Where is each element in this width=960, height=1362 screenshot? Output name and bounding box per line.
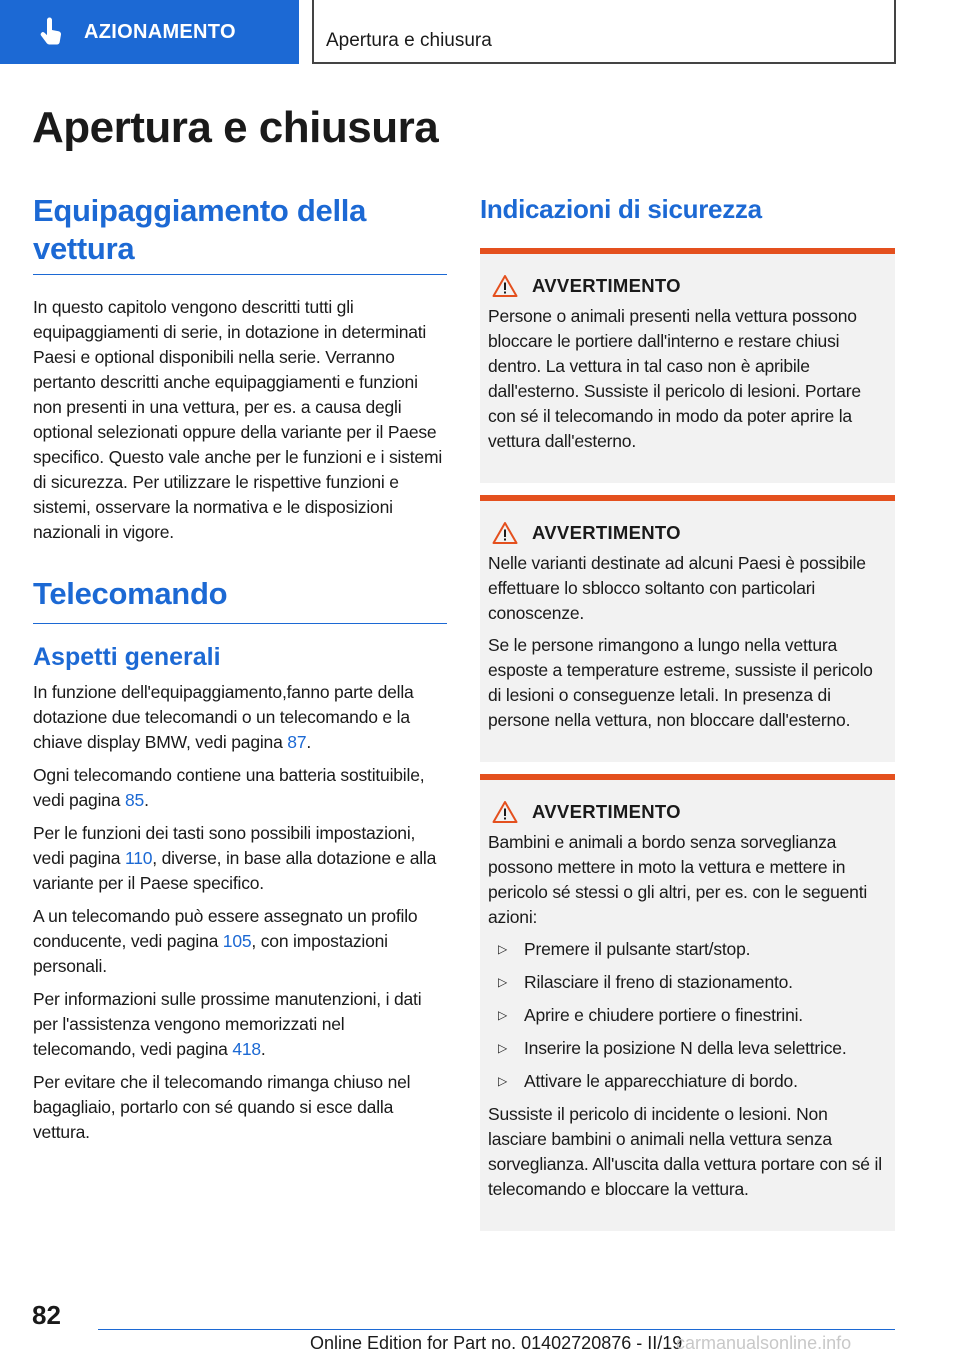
- bullet-triangle-icon: ▷: [498, 975, 508, 989]
- warning-text: Sussiste il pericolo di incidente o lesioni. Non lasciare bambini o animali nella vettura senza sorveglianza. All'uscita dalla vettura portare con sé il telecomando e bloccare la vettura.: [488, 1104, 882, 1199]
- list-item: ▷ Rilasciare il freno di stazionamento.: [488, 970, 887, 995]
- warning-box-2: [480, 495, 895, 762]
- warning-box-1: [480, 248, 895, 483]
- page-link-85[interactable]: 85: [124, 790, 145, 810]
- equip-text: In questo capitolo vengono descritti tutti gli equipaggiamenti di serie, in dotazione in determinati Paesi e optional disponibili nella serie. Verranno pertanto descritti anche equipaggiamenti e funzioni non presenti in una vettura, per es. a causa degli optional selezionati oppure della variante per il Paese specifico. Questo vale anche per le funzioni e i sistemi di sicurezza. Per utilizzare le rispettive funzioni e sistemi, osservare la normativa e le disposizioni nazionali in vigore.: [33, 297, 443, 542]
- warning-title: AVVERTIMENTO: [532, 275, 681, 296]
- warning-header: [488, 800, 887, 824]
- paragraph: Per informazioni sulle prossime manutenzioni, i dati per l'assistenza vengono memorizzati nel telecomando, vedi pagina 418.: [33, 989, 422, 1059]
- watermark-text: carmanualsonline.info: [676, 1333, 852, 1353]
- warning-triangle-icon: [492, 274, 518, 298]
- heading-rule: [33, 623, 447, 624]
- heading-sicurezza: Indicazioni di sicurezza: [480, 194, 762, 224]
- aspetti-body: [33, 680, 447, 1145]
- heading-telecomando: Telecomando: [33, 576, 228, 611]
- warning-text: Se le persone rimangono a lungo nella vettura esposte a temperature estreme, sussiste il pericolo di lesioni o conseguenze letali. In presenza di persone nella vettura, non bloccare dall'esterno.: [488, 635, 873, 730]
- section-label: AZIONAMENTO: [84, 20, 236, 43]
- edition-text: Online Edition for Part no. 01402720876 - II/19: [310, 1333, 683, 1353]
- paragraph: Per evitare che il telecomando rimanga chiuso nel bagagliaio, portarlo con sé quando si esce dalla vettura.: [33, 1072, 411, 1142]
- heading-equipaggiamento: Equipaggiamento della vettura: [33, 193, 367, 266]
- page-title: Apertura e chiusura: [32, 103, 439, 152]
- right-column: [480, 190, 895, 1231]
- paragraph: A un telecomando può essere assegnato un profilo conducente, vedi pagina 105, con impostazioni personali.: [33, 906, 418, 976]
- heading-rule: [33, 274, 447, 275]
- warning-text: Nelle varianti destinate ad alcuni Paesi è possibile effettuare lo sblocco soltanto con particolari conoscenze.: [488, 553, 866, 623]
- bullet-triangle-icon: ▷: [498, 1008, 508, 1022]
- warning-title: AVVERTIMENTO: [532, 522, 681, 543]
- list-item: ▷ Attivare le apparecchiature di bordo.: [488, 1069, 887, 1094]
- page-link-87[interactable]: 87: [287, 732, 307, 752]
- bullet-triangle-icon: ▷: [498, 1074, 508, 1088]
- page-link-418[interactable]: 418: [232, 1039, 261, 1059]
- warning-text: Persone o animali presenti nella vettura possono bloccare le portiere dall'interno e restare chiusi dentro. La vettura in tal caso non è apribile dall'esterno. Sussiste il pericolo di lesioni. Portare con sé il telecomando in modo da poter aprire la vettura dall'esterno.: [488, 306, 861, 451]
- page-link-110[interactable]: 110: [124, 848, 153, 868]
- equip-paragraph: [33, 295, 447, 545]
- warning-title: AVVERTIMENTO: [532, 801, 681, 822]
- warning-box-3: [480, 774, 895, 1231]
- page-link-105[interactable]: 105: [222, 931, 252, 951]
- warning-header: [488, 521, 887, 545]
- warning-header: [488, 274, 887, 298]
- list-item: ▷ Inserire la posizione N della leva selettrice.: [488, 1036, 887, 1061]
- paragraph: In funzione dell'equipaggiamento,fanno parte della dotazione due telecomandi o un telecomando e la chiave display BMW, vedi pagina 87.: [33, 682, 414, 752]
- footer-rule: [98, 1329, 895, 1330]
- warning-body: [488, 551, 887, 733]
- hand-pointer-icon: [36, 17, 66, 47]
- warning-triangle-icon: [492, 800, 518, 824]
- heading-aspetti-generali: Aspetti generali: [33, 643, 221, 671]
- page-number: 82: [32, 1300, 61, 1330]
- list-item: ▷ Premere il pulsante start/stop.: [488, 937, 887, 962]
- paragraph: Ogni telecomando contiene una batteria sostituibile, vedi pagina 85.: [33, 765, 425, 810]
- section-tab[interactable]: [0, 0, 299, 64]
- left-column: [33, 192, 447, 1153]
- warning-body: [488, 830, 887, 1202]
- chapter-label: Apertura e chiusura: [326, 30, 492, 51]
- paragraph: Per le funzioni dei tasti sono possibili impostazioni, vedi pagina 110, diverse, in base alla dotazione e alla variante per il Paese specifico.: [33, 823, 437, 893]
- warning-triangle-icon: [492, 521, 518, 545]
- list-item: ▷ Aprire e chiudere portiere o finestrini.: [488, 1003, 887, 1028]
- bullet-triangle-icon: ▷: [498, 1041, 508, 1055]
- warning-body: [488, 304, 887, 454]
- warning-text: Bambini e animali a bordo senza sorveglianza possono mettere in moto la vettura e mettere in pericolo sé stessi o gli altri, per es. con le seguenti azioni:: [488, 832, 868, 927]
- bullet-triangle-icon: ▷: [498, 942, 508, 956]
